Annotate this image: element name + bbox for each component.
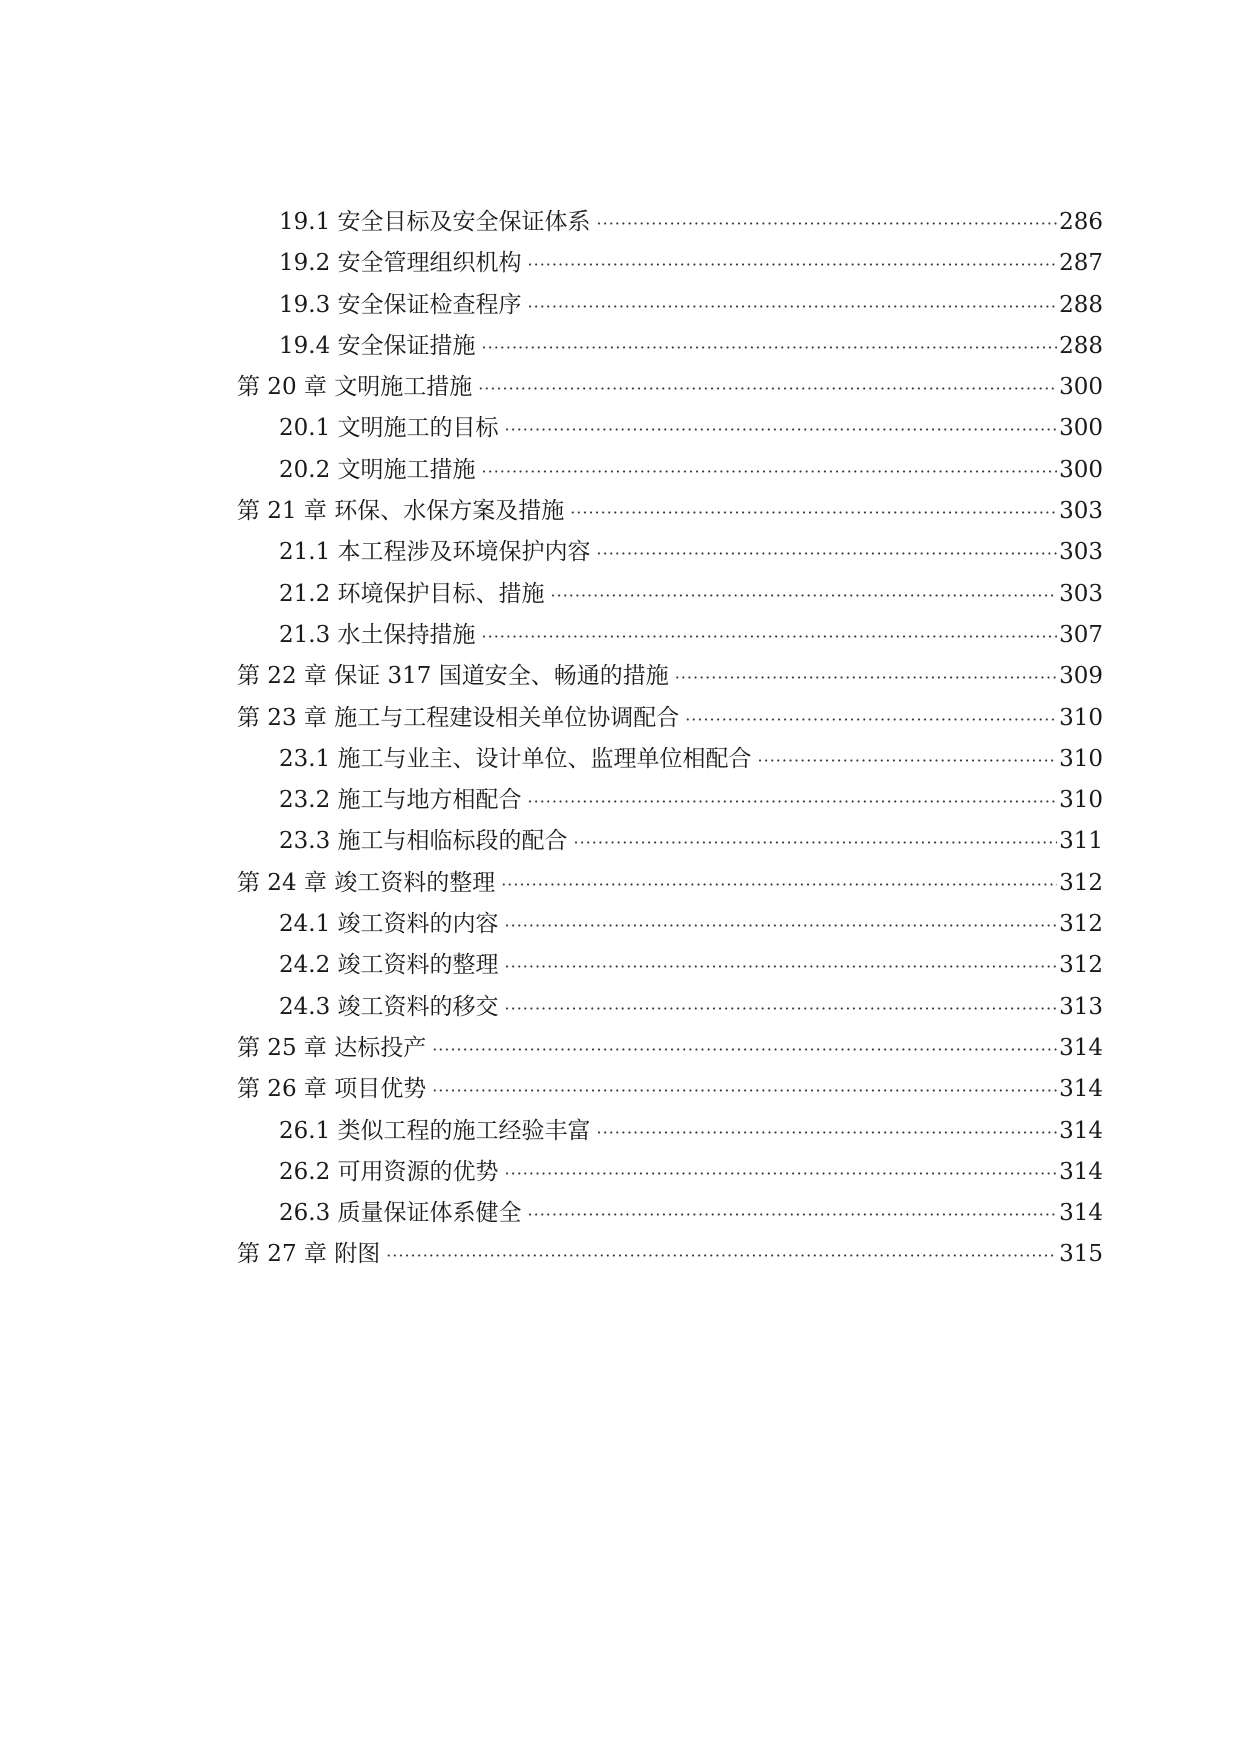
toc-leader-dots — [482, 616, 1058, 657]
toc-leader-dots — [574, 822, 1058, 863]
toc-leader-dots — [505, 1153, 1058, 1194]
toc-entry[interactable] — [237, 202, 1103, 243]
toc-leader-dots — [597, 1112, 1058, 1153]
toc-entry[interactable] — [237, 945, 1103, 986]
toc-chapter-title: 第 24 章 竣工资料的整理 — [237, 869, 496, 896]
toc-entry[interactable] — [237, 326, 1103, 367]
toc-leader-dots — [551, 575, 1058, 616]
toc-chapter[interactable] — [237, 1234, 1103, 1275]
toc-leader-dots — [432, 1070, 1057, 1111]
toc-chapter[interactable] — [237, 1069, 1103, 1110]
toc-entry-page: 310 — [1059, 787, 1103, 814]
toc-entry-page: 300 — [1059, 415, 1103, 442]
toc-entry-title: 20.2 文明施工措施 — [279, 456, 476, 483]
toc-chapter-page: 312 — [1059, 869, 1103, 896]
toc-chapter-page: 300 — [1059, 374, 1103, 401]
toc-entry-page: 300 — [1059, 456, 1103, 483]
toc-chapter-title: 第 20 章 文明施工措施 — [237, 374, 473, 401]
toc-chapter[interactable] — [237, 367, 1103, 408]
toc-leader-dots — [482, 327, 1058, 368]
toc-leader-dots — [501, 864, 1057, 905]
toc-entry-page: 314 — [1059, 1158, 1103, 1185]
toc-chapter-title: 第 27 章 附图 — [237, 1241, 381, 1268]
toc-entry[interactable] — [237, 987, 1103, 1028]
toc-entry-title: 24.2 竣工资料的整理 — [279, 952, 499, 979]
toc-entry-title: 21.2 环境保护目标、措施 — [279, 580, 545, 607]
toc-chapter-page: 314 — [1059, 1076, 1103, 1103]
toc-chapter[interactable] — [237, 656, 1103, 697]
toc-entry[interactable] — [237, 532, 1103, 573]
toc-chapter[interactable] — [237, 698, 1103, 739]
toc-entry-title: 24.3 竣工资料的移交 — [279, 993, 499, 1020]
toc-entry-page: 307 — [1059, 621, 1103, 648]
toc-entry-title: 21.3 水土保持措施 — [279, 621, 476, 648]
toc-chapter-page: 309 — [1059, 663, 1103, 690]
toc-entry-page: 314 — [1059, 1200, 1103, 1227]
toc-entry-page: 311 — [1059, 828, 1103, 855]
toc-entry-title: 26.2 可用资源的优势 — [279, 1158, 499, 1185]
toc-entry[interactable] — [237, 739, 1103, 780]
toc-chapter[interactable] — [237, 491, 1103, 532]
toc-leader-dots — [685, 699, 1057, 740]
toc-chapter[interactable] — [237, 1028, 1103, 1069]
toc-entry-title: 19.4 安全保证措施 — [279, 332, 476, 359]
toc-entry-page: 312 — [1059, 952, 1103, 979]
toc-leader-dots — [528, 286, 1058, 327]
toc-chapter[interactable] — [237, 863, 1103, 904]
toc-entry[interactable] — [237, 1111, 1103, 1152]
toc-entry-title: 26.1 类似工程的施工经验丰富 — [279, 1117, 591, 1144]
toc-chapter-page: 314 — [1059, 1034, 1103, 1061]
toc-leader-dots — [597, 533, 1058, 574]
toc-entry-page: 288 — [1059, 332, 1103, 359]
toc-leader-dots — [597, 203, 1058, 244]
toc-entry-page: 303 — [1059, 580, 1103, 607]
toc-chapter-page: 315 — [1059, 1241, 1103, 1268]
toc-leader-dots — [528, 244, 1058, 285]
toc-entry[interactable] — [237, 450, 1103, 491]
toc-entry-title: 21.1 本工程涉及环境保护内容 — [279, 539, 591, 566]
toc-entry[interactable] — [237, 780, 1103, 821]
toc-chapter-title: 第 23 章 施工与工程建设相关单位协调配合 — [237, 704, 680, 731]
toc-entry[interactable] — [237, 285, 1103, 326]
toc-entry-page: 313 — [1059, 993, 1103, 1020]
toc-leader-dots — [528, 781, 1058, 822]
toc-leader-dots — [432, 1029, 1057, 1070]
toc-entry-page: 314 — [1059, 1117, 1103, 1144]
toc-entry[interactable] — [237, 904, 1103, 945]
toc-entry-title: 26.3 质量保证体系健全 — [279, 1200, 522, 1227]
toc-entry[interactable] — [237, 574, 1103, 615]
toc-leader-dots — [478, 368, 1057, 409]
toc-chapter-page: 310 — [1059, 704, 1103, 731]
toc-entry-title: 23.2 施工与地方相配合 — [279, 787, 522, 814]
toc-entry[interactable] — [237, 1193, 1103, 1234]
toc-entry-page: 288 — [1059, 291, 1103, 318]
toc-entry-title: 19.3 安全保证检查程序 — [279, 291, 522, 318]
toc-entry-title: 19.1 安全目标及安全保证体系 — [279, 209, 591, 235]
toc-entry-page: 312 — [1059, 911, 1103, 938]
toc-chapter-title: 第 22 章 保证 317 国道安全、畅通的措施 — [237, 663, 669, 690]
toc-entry-title: 19.2 安全管理组织机构 — [279, 250, 522, 277]
toc-entry[interactable] — [237, 408, 1103, 449]
toc-leader-dots — [758, 740, 1058, 781]
toc-entry-page: 310 — [1059, 745, 1103, 772]
toc-entry[interactable] — [237, 615, 1103, 656]
toc-entry-page: 287 — [1059, 250, 1103, 277]
toc-entry-title: 24.1 竣工资料的内容 — [279, 911, 499, 938]
toc-leader-dots — [482, 451, 1058, 492]
toc-leader-dots — [386, 1235, 1057, 1276]
toc-entry-title: 23.1 施工与业主、设计单位、监理单位相配合 — [279, 745, 752, 772]
toc-entry-title: 20.1 文明施工的目标 — [279, 415, 499, 442]
toc-chapter-title: 第 26 章 项目优势 — [237, 1076, 427, 1103]
toc-leader-dots — [528, 1194, 1058, 1235]
toc-entry-page: 303 — [1059, 539, 1103, 566]
table-of-contents — [237, 202, 1103, 1276]
toc-entry-title: 23.3 施工与相临标段的配合 — [279, 828, 568, 855]
toc-leader-dots — [505, 409, 1058, 450]
toc-leader-dots — [675, 657, 1057, 698]
toc-entry[interactable] — [237, 1152, 1103, 1193]
toc-chapter-page: 303 — [1059, 498, 1103, 525]
toc-entry-page: 286 — [1059, 209, 1103, 235]
toc-leader-dots — [570, 492, 1057, 533]
toc-entry[interactable] — [237, 243, 1103, 284]
toc-leader-dots — [505, 946, 1058, 987]
toc-entry[interactable] — [237, 821, 1103, 862]
toc-leader-dots — [505, 988, 1058, 1029]
toc-chapter-title: 第 25 章 达标投产 — [237, 1034, 427, 1061]
toc-leader-dots — [505, 905, 1058, 946]
toc-chapter-title: 第 21 章 环保、水保方案及措施 — [237, 498, 565, 525]
